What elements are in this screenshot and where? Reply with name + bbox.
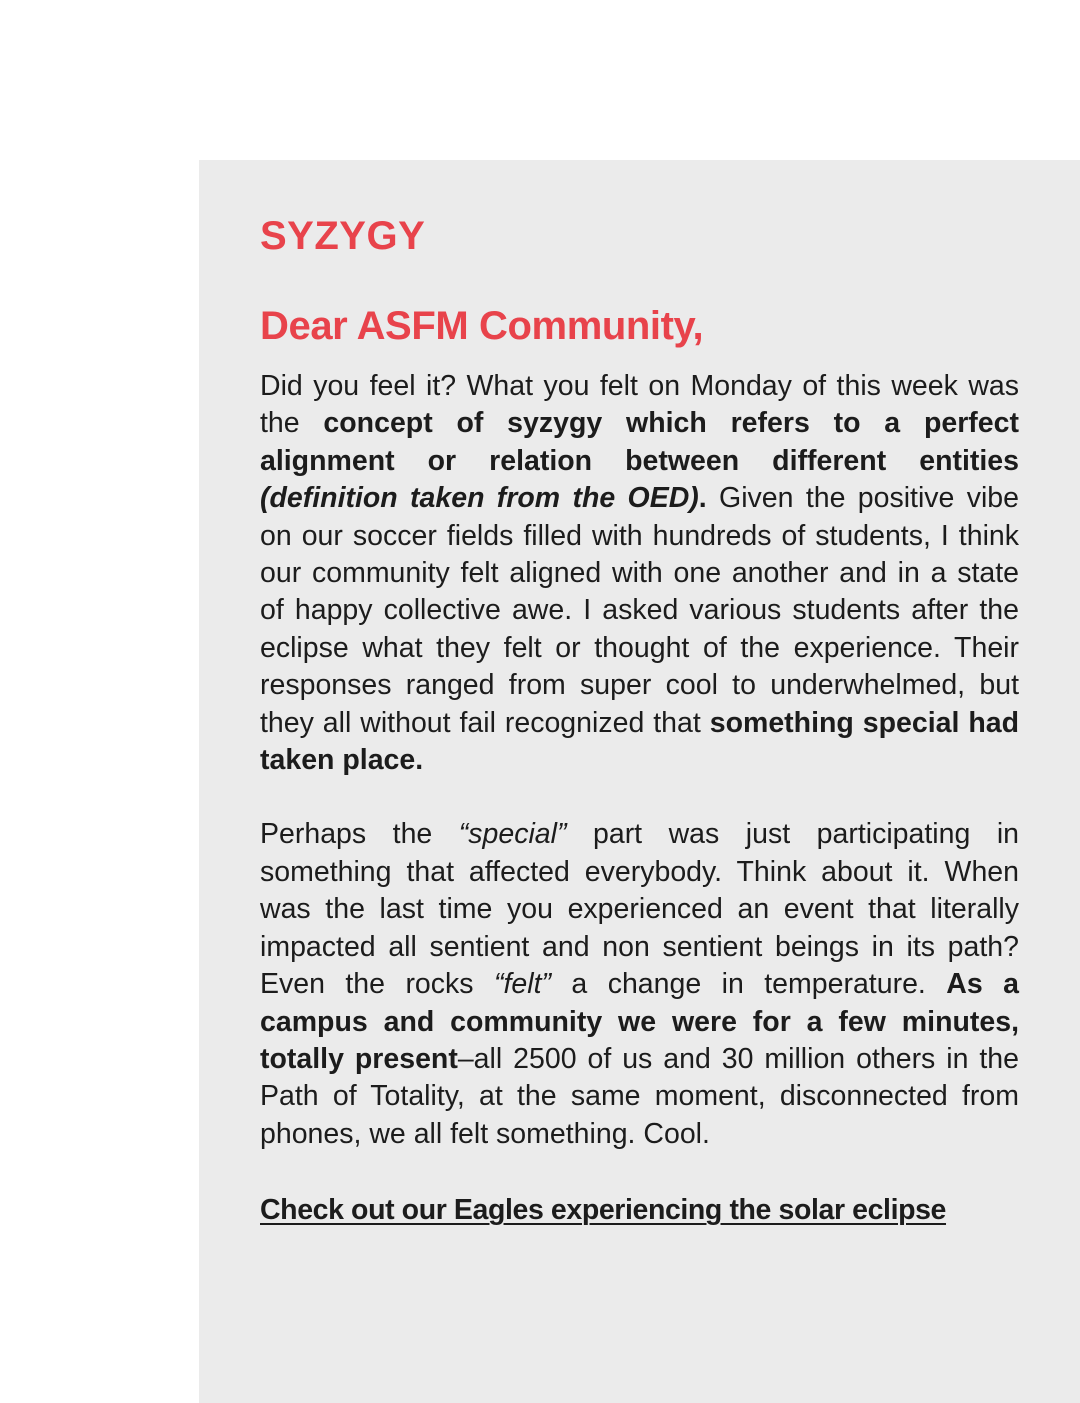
p1-bold-2: .	[698, 482, 707, 515]
letter-content	[260, 210, 1019, 1230]
p2-italic-2: “felt”	[493, 968, 551, 1001]
letter-greeting: Dear ASFM Community,	[260, 304, 704, 348]
paragraph-1	[260, 368, 1019, 779]
p1-bold-3: something special had taken place.	[260, 706, 1019, 777]
section-kicker: SYZYGY	[260, 214, 426, 258]
p1-bold-italic-1: (definition taken from the OED)	[260, 482, 699, 515]
p1-text-2: Given the positive vibe on our soccer fields filled with hundreds of students, I think our community felt aligned with one another and in a state of happy collective awe. I asked various students after the eclipse what they felt or thought of the experience. Their responses ranged from super cool to underwhelmed, but they all without fail recognized that	[260, 482, 1019, 739]
p2-bold-1: As a campus and community we were for a few minutes, totally present	[260, 968, 1019, 1075]
p1-text-1: Did you feel it? What you felt on Monday of this week was the	[260, 370, 1019, 440]
p2-text-4: –all 2500 of us and 30 million others in the Path of Totality, at the same moment, disconnected from phones, we all felt something. Cool.	[260, 1042, 1019, 1150]
p2-text-1: Perhaps the	[260, 818, 459, 851]
eclipse-gallery-link[interactable]: Check out our Eagles experiencing the solar eclipse	[260, 1194, 947, 1227]
p2-text-3: a change in temperature.	[550, 968, 947, 1001]
p2-text-2: part was just participating in something that affected everybody. Think about it. When was the last time you experienced an event that literally impacted all sentient and non sentient beings in its path? Even the rocks	[260, 818, 1019, 1001]
p1-bold-1: concept of syzygy which refers to a perfect alignment or relation between different entities	[260, 407, 1019, 477]
p2-italic-1: “special”	[458, 818, 567, 851]
paragraph-2	[260, 816, 1019, 1153]
